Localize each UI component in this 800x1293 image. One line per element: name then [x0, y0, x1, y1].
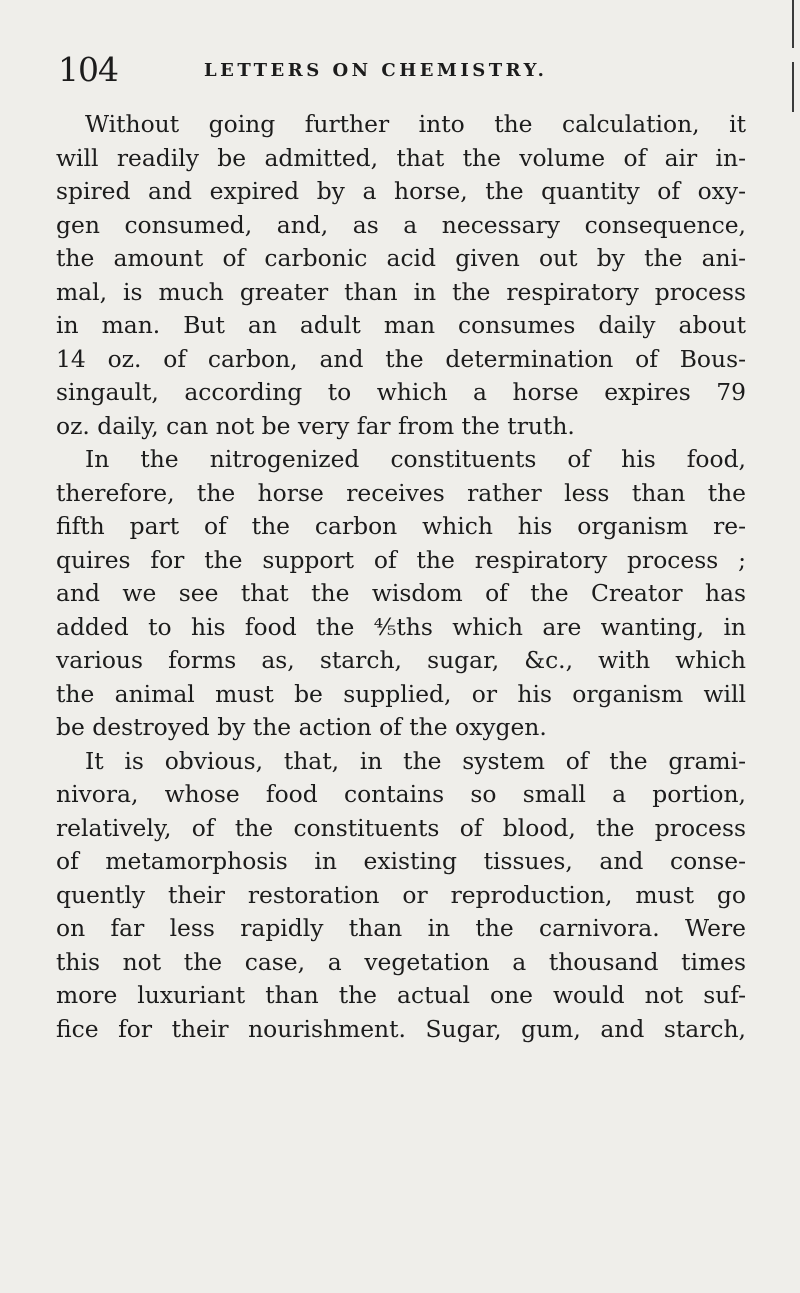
text-line: various forms as, starch, sugar, &c., with which: [56, 646, 746, 674]
page-edge-mark-lower: [792, 62, 794, 112]
text-line: more luxuriant than the actual one would not suf-: [56, 981, 746, 1009]
running-title: LETTERS ON CHEMISTRY.: [204, 60, 548, 81]
text-line: nivora, whose food contains so small a portion,: [56, 780, 746, 808]
text-line: fice for their nourishment. Sugar, gum, and starch,: [56, 1014, 746, 1043]
text-line: in man. But an adult man consumes daily about: [56, 311, 746, 339]
text-line: oz. daily, can not be very far from the truth.: [56, 411, 575, 440]
text-line: quires for the support of the respiratory process ;: [56, 545, 746, 574]
text-line: relatively, of the constituents of blood, the process: [56, 813, 746, 842]
text-line: fifth part of the carbon which his organism re-: [56, 512, 746, 540]
text-line: the amount of carbonic acid given out by the ani-: [56, 244, 746, 272]
body-text: [56, 108, 746, 1046]
page-number: 104: [58, 50, 118, 89]
text-line: singault, according to which a horse expires 79: [56, 378, 746, 406]
text-line: In the nitrogenized constituents of his food,: [85, 445, 746, 473]
text-line: spired and expired by a horse, the quantity of oxy-: [56, 177, 746, 205]
text-line: on far less rapidly than in the carnivora. Were: [56, 914, 746, 942]
text-line: 14 oz. of carbon, and the determination of Bous-: [56, 344, 746, 373]
text-line: therefore, the horse receives rather less than the: [56, 478, 746, 507]
text-line: mal, is much greater than in the respiratory process: [56, 277, 746, 306]
text-line: of metamorphosis in existing tissues, and conse-: [56, 847, 746, 875]
text-line: It is obvious, that, in the system of the grami-: [85, 746, 746, 775]
text-line: quently their restoration or reproduction, must go: [56, 880, 746, 909]
page-header: [58, 50, 738, 90]
text-line: will readily be admitted, that the volume of air in-: [56, 143, 746, 172]
text-line: this not the case, a vegetation a thousand times: [56, 947, 746, 976]
page-edge-mark: [792, 0, 794, 48]
text-line: the animal must be supplied, or his organism will: [56, 679, 746, 708]
text-line: added to his food the ⁴⁄₅ths which are wanting, in: [56, 612, 746, 641]
text-line: and we see that the wisdom of the Creator has: [56, 579, 746, 607]
text-line: gen consumed, and, as a necessary consequence,: [56, 210, 746, 239]
text-line: Without going further into the calculation, it: [85, 110, 746, 138]
text-line: be destroyed by the action of the oxygen.: [56, 713, 547, 741]
